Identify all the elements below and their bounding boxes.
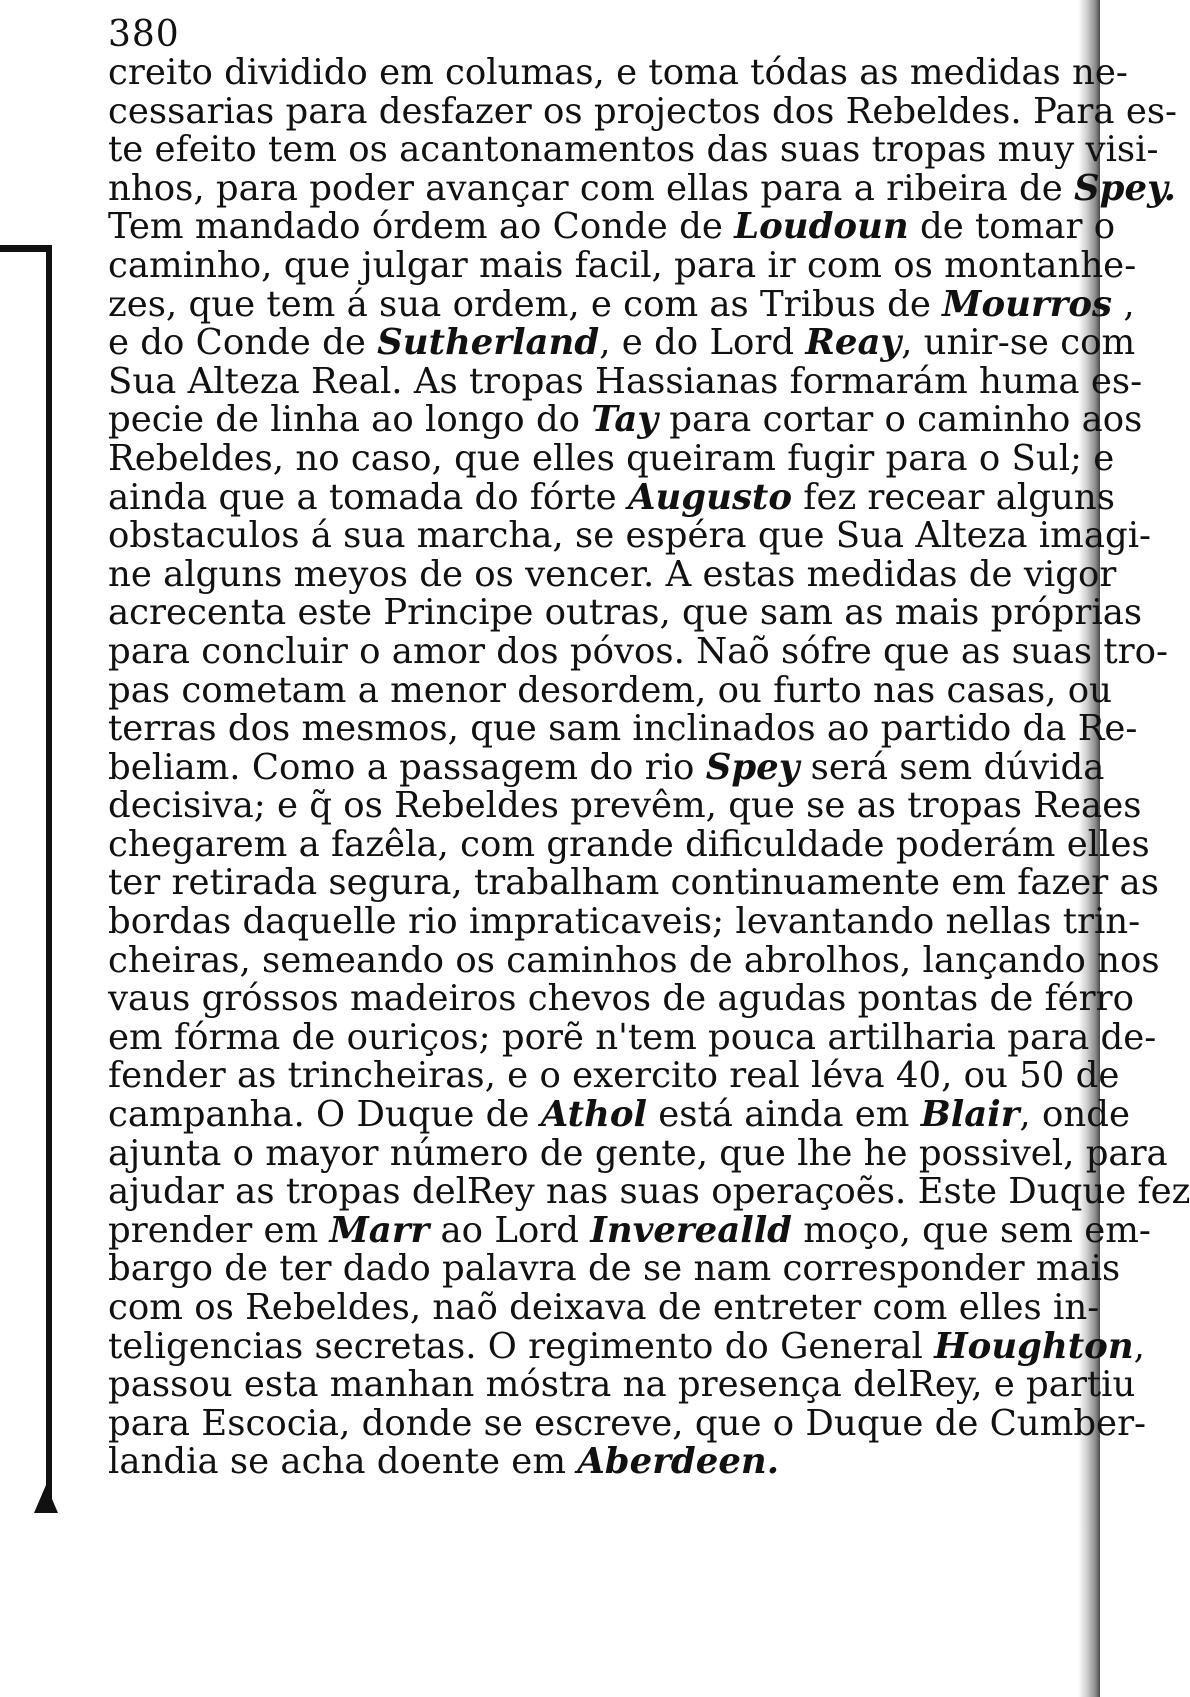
text-run: Sua Alteza Real. As tropas Hassianas formarám huma es- bbox=[108, 360, 1143, 402]
italic-name: Aberdeen. bbox=[577, 1441, 780, 1483]
text-run: ao Lord bbox=[429, 1209, 591, 1251]
text-line bbox=[108, 823, 1150, 865]
text-run: zes, que tem á sua ordem, e com as Tribus de bbox=[108, 283, 943, 325]
text-line bbox=[108, 129, 1159, 171]
text-run: Tem mandado órdem ao Conde de bbox=[108, 206, 735, 248]
text-line bbox=[108, 1016, 1157, 1058]
text-line bbox=[108, 437, 1115, 479]
text-run: te efeito tem os acantonamentos das suas tropas muy visi- bbox=[108, 129, 1159, 171]
text-line bbox=[108, 1402, 1147, 1444]
text-run: moço, que sem em- bbox=[792, 1209, 1151, 1251]
text-line bbox=[108, 592, 1143, 634]
text-line bbox=[108, 1132, 1168, 1174]
text-run: ter retirada segura, trabalham continuamente em fazer as bbox=[108, 862, 1159, 904]
text-run: cheiras, semeando os caminhos de abrolhos, lançando nos bbox=[108, 939, 1160, 981]
text-line bbox=[108, 553, 1117, 595]
text-run: obstaculos á sua marcha, se espéra que Sua Alteza imagi- bbox=[108, 515, 1152, 557]
text-run: será sem dúvida bbox=[799, 746, 1105, 788]
text-line bbox=[108, 322, 1136, 364]
text-run: acrecenta este Principe outras, que sam as mais próprias bbox=[108, 592, 1143, 634]
text-run: nhos, para poder avançar com ellas para a ribeira de bbox=[108, 167, 1075, 209]
text-line bbox=[108, 1209, 1151, 1251]
margin-bracket-mark bbox=[0, 245, 52, 1510]
italic-name: Sutherland bbox=[377, 322, 600, 364]
page-number: 380 bbox=[108, 14, 180, 55]
text-run: , bbox=[1133, 1325, 1145, 1367]
text-run: , onde bbox=[1019, 1094, 1130, 1136]
text-run: , e do Lord bbox=[599, 322, 806, 364]
text-line bbox=[108, 515, 1152, 557]
italic-name: Augusto bbox=[627, 476, 793, 518]
text-line bbox=[108, 901, 1141, 943]
text-line bbox=[108, 360, 1143, 402]
text-line bbox=[108, 1364, 1136, 1406]
text-run: ainda que a tomada do fórte bbox=[108, 476, 628, 518]
text-run: e do Conde de bbox=[108, 322, 378, 364]
text-run: campanha. O Duque de bbox=[108, 1094, 541, 1136]
text-line bbox=[108, 167, 1176, 209]
text-line bbox=[108, 746, 1105, 788]
text-run: ajudar as tropas delRey nas suas operaçoẽs. Este Duque fez bbox=[108, 1171, 1190, 1213]
text-run: de tomar o bbox=[908, 206, 1116, 248]
text-run: creito dividido em columas, e toma tódas as medidas ne- bbox=[108, 52, 1128, 93]
text-run: chegarem a fazêla, com grande dificuldade poderám elles bbox=[108, 823, 1150, 865]
text-line bbox=[108, 785, 1142, 827]
italic-name: Marr bbox=[329, 1209, 430, 1251]
text-run: ajunta o mayor número de gente, que lhe he possivel, para bbox=[108, 1132, 1168, 1174]
text-line bbox=[108, 244, 1137, 286]
text-line bbox=[108, 1171, 1190, 1213]
text-line bbox=[108, 1094, 1130, 1136]
text-run: está ainda em bbox=[646, 1094, 921, 1136]
text-line bbox=[108, 206, 1116, 248]
text-run: beliam. Como a passagem do rio bbox=[108, 746, 706, 788]
text-run: para Escocia, donde se escreve, que o Duque de Cumber- bbox=[108, 1402, 1147, 1444]
text-line bbox=[108, 476, 1115, 518]
text-line bbox=[108, 399, 1143, 441]
text-run: , unir-se com bbox=[901, 322, 1136, 364]
text-run: para concluir o amor dos póvos. Naõ sófre que as suas tro- bbox=[108, 630, 1168, 672]
text-run: ne alguns meyos de os vencer. A estas medidas de vigor bbox=[108, 553, 1117, 595]
text-run: landia se acha doente em bbox=[108, 1441, 578, 1483]
text-line bbox=[108, 1325, 1145, 1367]
text-run: passou esta manhan móstra na presença delRey, e partiu bbox=[108, 1364, 1136, 1406]
text-run: caminho, que julgar mais facil, para ir com os montanhe- bbox=[108, 244, 1137, 286]
text-line bbox=[108, 708, 1138, 750]
text-line bbox=[108, 669, 1112, 711]
text-run: em fórma de ouriços; porẽ n'tem pouca artilharia para de- bbox=[108, 1016, 1157, 1058]
italic-name: Reay bbox=[805, 322, 902, 364]
text-line bbox=[108, 52, 1128, 93]
text-run: cessarias para desfazer os projectos dos Rebeldes. Para es- bbox=[108, 90, 1178, 132]
italic-name: Athol bbox=[540, 1094, 647, 1136]
text-run: vaus gróssos madeiros chevos de agudas pontas de férro bbox=[108, 978, 1134, 1020]
text-run: pas cometam a menor desordem, ou furto nas casas, ou bbox=[108, 669, 1112, 711]
text-line bbox=[108, 1248, 1121, 1290]
text-line bbox=[108, 630, 1168, 672]
italic-name: Inverealld bbox=[590, 1209, 792, 1251]
text-run: terras dos mesmos, que sam inclinados ao partido da Re- bbox=[108, 708, 1138, 750]
text-run: bargo de ter dado palavra de se nam corresponder mais bbox=[108, 1248, 1121, 1290]
body-text bbox=[108, 52, 1190, 1483]
text-run: pecie de linha ao longo do bbox=[108, 399, 592, 441]
text-line bbox=[108, 1443, 1063, 1482]
italic-name: Mourros bbox=[942, 283, 1113, 325]
text-run: fender as trincheiras, e o exercito real léva 40, ou 50 de bbox=[108, 1055, 1120, 1097]
italic-name: Spey bbox=[705, 746, 800, 788]
text-run: bordas daquelle rio impraticaveis; levantando nellas trin- bbox=[108, 901, 1141, 943]
text-line bbox=[108, 939, 1160, 981]
text-line bbox=[108, 90, 1178, 132]
text-line bbox=[108, 1287, 1100, 1328]
text-line bbox=[108, 283, 1135, 325]
text-run: para cortar o caminho aos bbox=[658, 399, 1143, 441]
italic-name: Houghton bbox=[934, 1325, 1134, 1367]
italic-name: Loudoun bbox=[734, 206, 909, 248]
italic-name: Blair bbox=[920, 1094, 1020, 1136]
text-line bbox=[108, 862, 1159, 904]
text-line bbox=[108, 978, 1134, 1020]
text-line bbox=[108, 1055, 1120, 1097]
text-run: fez recear alguns bbox=[792, 476, 1115, 518]
text-run: prender em bbox=[108, 1209, 330, 1251]
italic-name: Spey. bbox=[1074, 167, 1176, 209]
text-run: teligencias secretas. O regimento do General bbox=[108, 1325, 935, 1367]
text-run: decisiva; e q̃ os Rebeldes prevêm, que se as tropas Reaes bbox=[108, 785, 1142, 827]
text-run: , bbox=[1112, 283, 1135, 325]
text-run: Rebeldes, no caso, que elles queiram fugir para o Sul; e bbox=[108, 437, 1115, 479]
text-run: com os Rebeldes, naõ deixava de entreter com elles in- bbox=[108, 1287, 1100, 1328]
italic-name: Tay bbox=[591, 399, 658, 441]
